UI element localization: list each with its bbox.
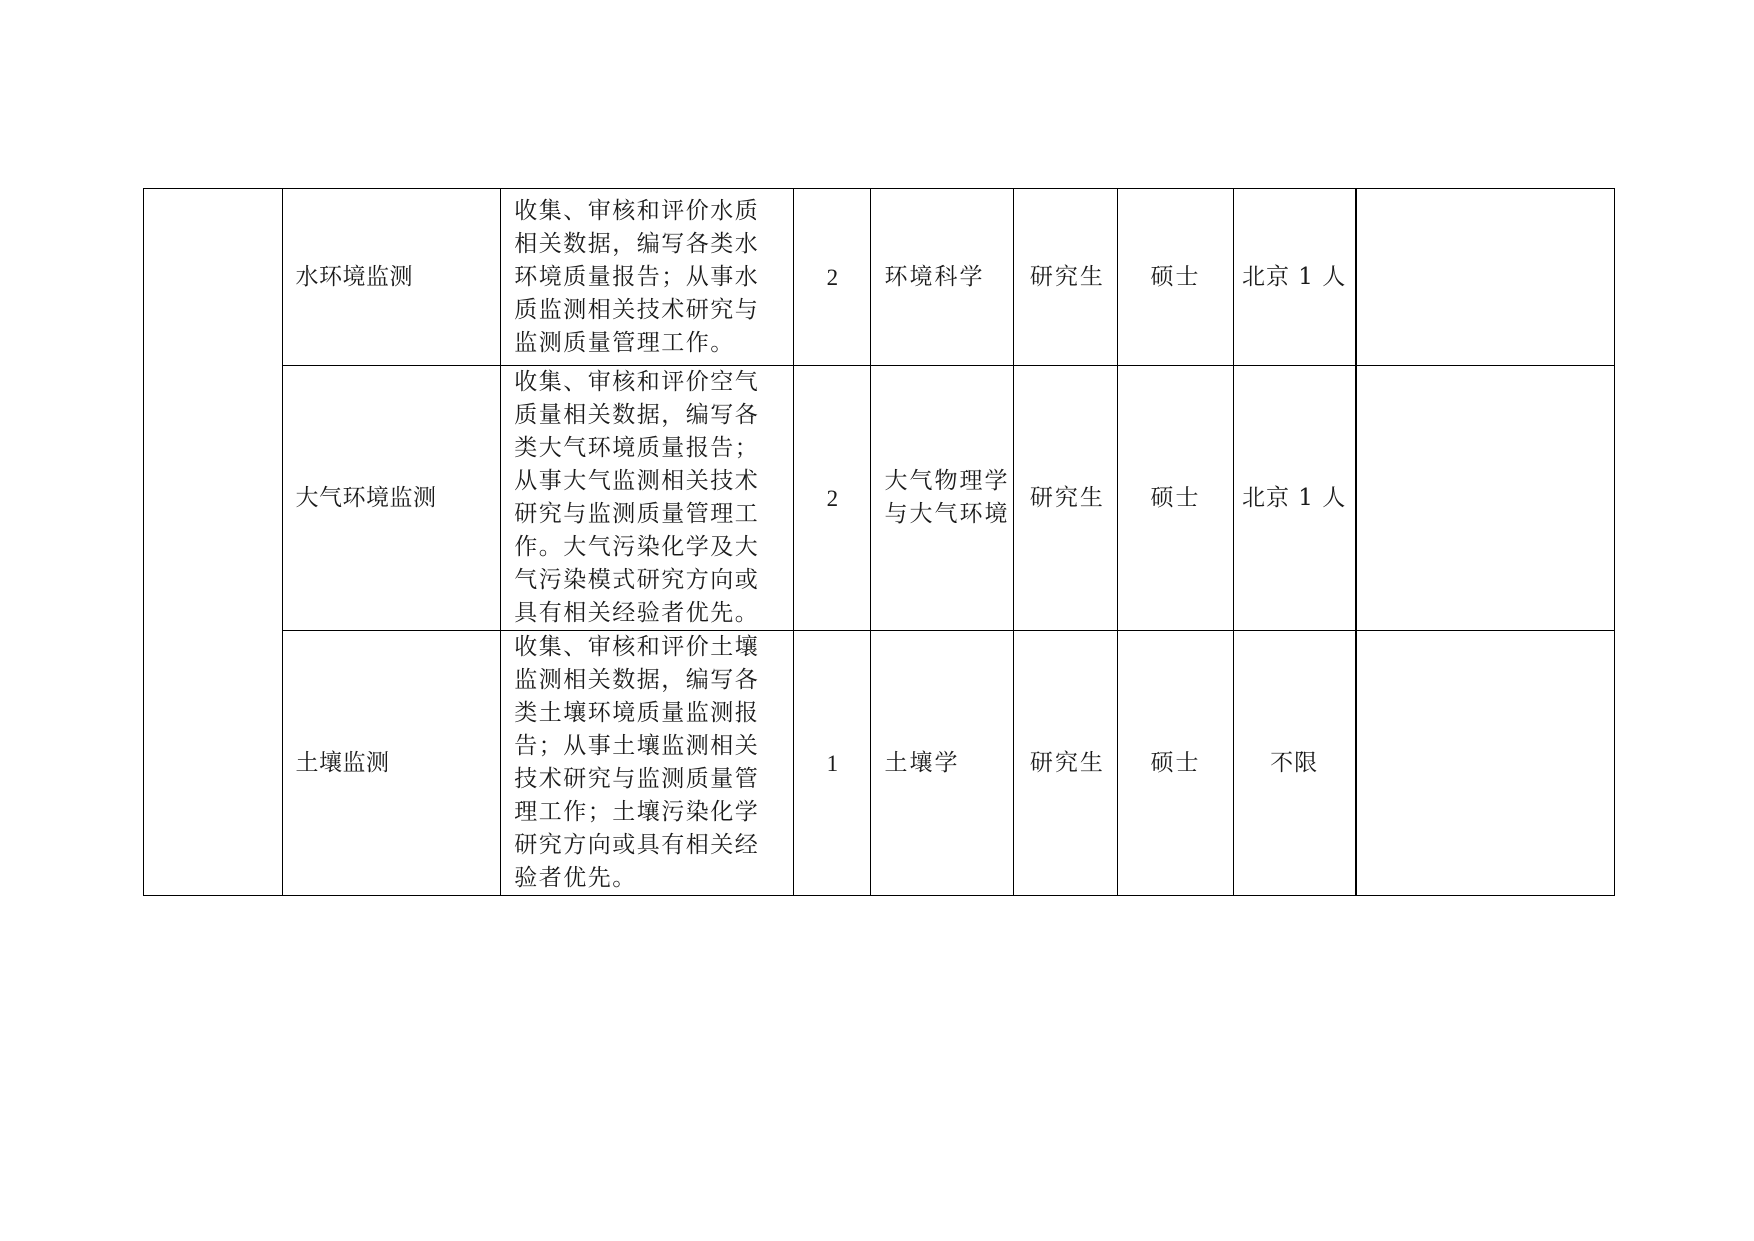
degree-cell: 硕士	[1118, 631, 1233, 896]
job-positions-table	[143, 188, 1615, 896]
major-cell: 环境科学	[871, 189, 1013, 366]
degree-cell: 硕士	[1118, 189, 1233, 366]
headcount-cell: 2	[794, 189, 871, 366]
note-cell	[1356, 631, 1615, 896]
location-cell: 北京 1 人	[1233, 366, 1355, 631]
headcount-cell: 1	[794, 631, 871, 896]
table-row	[144, 189, 1615, 366]
duty-cell: 收集、审核和评价土壤监测相关数据，编写各类土壤环境质量监测报告；从事土壤监测相关技术研究与监测质量管理工作；土壤污染化学研究方向或具有相关经验者优先。	[501, 631, 794, 896]
education-cell: 研究生	[1013, 631, 1117, 896]
note-cell	[1356, 366, 1615, 631]
education-cell: 研究生	[1013, 366, 1117, 631]
major-cell: 大气物理学与大气环境	[871, 366, 1013, 631]
duty-cell: 收集、审核和评价水质相关数据，编写各类水环境质量报告；从事水质监测相关技术研究与监测质量管理工作。	[501, 189, 794, 366]
position-name-cell: 水环境监测	[283, 189, 501, 366]
location-cell: 不限	[1233, 631, 1355, 896]
table-row	[144, 366, 1615, 631]
position-name-cell: 土壤监测	[283, 631, 501, 896]
duty-cell: 收集、审核和评价空气质量相关数据，编写各类大气环境质量报告；从事大气监测相关技术研究与监测质量管理工作。大气污染化学及大气污染模式研究方向或具有相关经验者优先。	[501, 366, 794, 631]
major-cell: 土壤学	[871, 631, 1013, 896]
degree-cell: 硕士	[1118, 366, 1233, 631]
headcount-cell: 2	[794, 366, 871, 631]
note-cell	[1356, 189, 1615, 366]
education-cell: 研究生	[1013, 189, 1117, 366]
position-name-cell: 大气环境监测	[283, 366, 501, 631]
unit-cell	[144, 189, 283, 896]
table-row	[144, 631, 1615, 896]
location-cell: 北京 1 人	[1233, 189, 1355, 366]
